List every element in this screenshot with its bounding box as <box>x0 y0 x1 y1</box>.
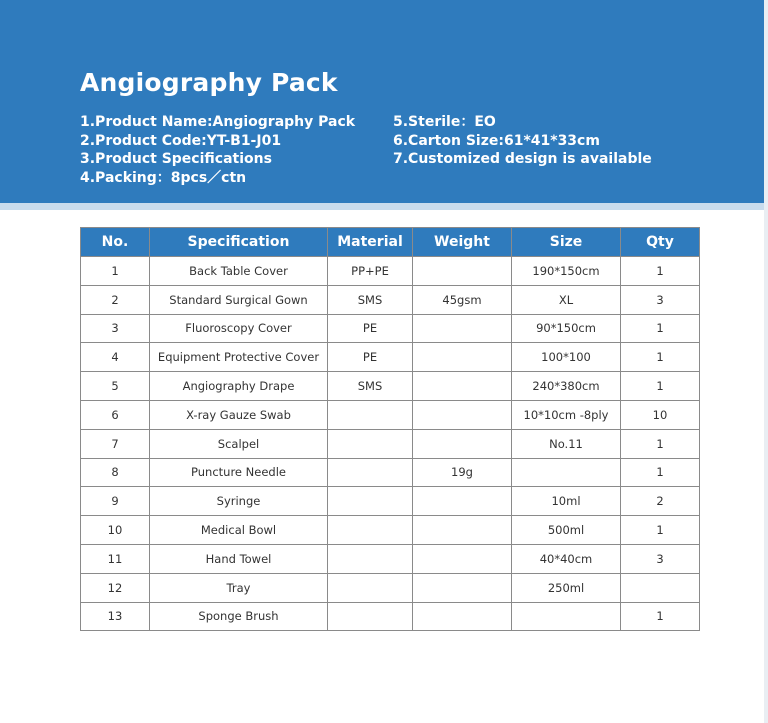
product-info-right <box>393 113 652 169</box>
table-row <box>81 314 700 343</box>
cell-size: 100*100 <box>512 343 621 372</box>
cell-weight <box>413 544 512 573</box>
cell-material <box>328 573 413 602</box>
cell-qty: 1 <box>621 257 700 286</box>
header-banner <box>0 0 768 203</box>
cell-size: 240*380cm <box>512 372 621 401</box>
cell-weight <box>413 257 512 286</box>
cell-no: 6 <box>81 400 150 429</box>
header-divider <box>0 203 768 210</box>
table-row <box>81 257 700 286</box>
cell-no: 5 <box>81 372 150 401</box>
cell-no: 11 <box>81 544 150 573</box>
table-row <box>81 573 700 602</box>
table-row <box>81 372 700 401</box>
column-header-weight: Weight <box>413 228 512 257</box>
table-row <box>81 429 700 458</box>
cell-weight <box>413 429 512 458</box>
cell-no: 3 <box>81 314 150 343</box>
cell-specification: X-ray Gauze Swab <box>150 400 328 429</box>
info-line: 6.Carton Size:61*41*33cm <box>393 132 600 149</box>
cell-specification: Angiography Drape <box>150 372 328 401</box>
info-line: 5.Sterile：EO <box>393 114 496 130</box>
column-header-size: Size <box>512 228 621 257</box>
specification-table <box>80 227 700 631</box>
page-title: Angiography Pack <box>80 68 338 97</box>
cell-no: 1 <box>81 257 150 286</box>
cell-size: 90*150cm <box>512 314 621 343</box>
cell-no: 10 <box>81 516 150 545</box>
cell-qty: 1 <box>621 516 700 545</box>
cell-qty: 1 <box>621 314 700 343</box>
cell-specification: Equipment Protective Cover <box>150 343 328 372</box>
cell-weight <box>413 372 512 401</box>
cell-size <box>512 602 621 631</box>
column-header-material: Material <box>328 228 413 257</box>
cell-specification: Fluoroscopy Cover <box>150 314 328 343</box>
cell-material: SMS <box>328 372 413 401</box>
info-line: 3.Product Specifications <box>80 151 272 167</box>
info-line: 4.Packing：8pcs／ctn <box>80 169 247 186</box>
cell-weight <box>413 314 512 343</box>
cell-no: 9 <box>81 487 150 516</box>
cell-qty: 1 <box>621 343 700 372</box>
cell-size: 250ml <box>512 573 621 602</box>
table-row <box>81 343 700 372</box>
cell-no: 12 <box>81 573 150 602</box>
table-row <box>81 487 700 516</box>
table-row <box>81 458 700 487</box>
cell-specification: Standard Surgical Gown <box>150 285 328 314</box>
product-info-left <box>80 113 355 187</box>
cell-size <box>512 458 621 487</box>
cell-no: 13 <box>81 602 150 631</box>
cell-size: 190*150cm <box>512 257 621 286</box>
cell-material <box>328 458 413 487</box>
cell-qty: 1 <box>621 429 700 458</box>
cell-size: No.11 <box>512 429 621 458</box>
cell-size: 500ml <box>512 516 621 545</box>
cell-size: 10*10cm -8ply <box>512 400 621 429</box>
cell-weight: 45gsm <box>413 285 512 314</box>
cell-material <box>328 487 413 516</box>
cell-material: PE <box>328 343 413 372</box>
cell-weight <box>413 573 512 602</box>
table-row <box>81 400 700 429</box>
cell-material <box>328 544 413 573</box>
table-row <box>81 516 700 545</box>
cell-qty: 2 <box>621 487 700 516</box>
cell-material <box>328 400 413 429</box>
cell-specification: Scalpel <box>150 429 328 458</box>
page-edge <box>764 0 768 723</box>
cell-specification: Sponge Brush <box>150 602 328 631</box>
cell-material: PE <box>328 314 413 343</box>
cell-qty: 1 <box>621 372 700 401</box>
cell-weight <box>413 343 512 372</box>
info-line: 2.Product Code:YT-B1-J01 <box>80 132 282 149</box>
info-line: 1.Product Name:Angiography Pack <box>80 114 356 130</box>
cell-specification: Hand Towel <box>150 544 328 573</box>
cell-qty: 3 <box>621 285 700 314</box>
cell-qty <box>621 573 700 602</box>
info-line: 7.Customized design is available <box>393 151 652 167</box>
cell-material: PP+PE <box>328 257 413 286</box>
cell-no: 4 <box>81 343 150 372</box>
table-row <box>81 285 700 314</box>
cell-material <box>328 516 413 545</box>
cell-qty: 1 <box>621 602 700 631</box>
column-header-specification: Specification <box>150 228 328 257</box>
cell-qty: 1 <box>621 458 700 487</box>
cell-specification: Puncture Needle <box>150 458 328 487</box>
cell-size: 10ml <box>512 487 621 516</box>
cell-material <box>328 429 413 458</box>
cell-weight <box>413 516 512 545</box>
cell-size: 40*40cm <box>512 544 621 573</box>
cell-weight <box>413 487 512 516</box>
table-row <box>81 602 700 631</box>
cell-weight: 19g <box>413 458 512 487</box>
cell-qty: 10 <box>621 400 700 429</box>
cell-qty: 3 <box>621 544 700 573</box>
cell-weight <box>413 400 512 429</box>
table-row <box>81 544 700 573</box>
cell-no: 2 <box>81 285 150 314</box>
cell-specification: Medical Bowl <box>150 516 328 545</box>
cell-weight <box>413 602 512 631</box>
cell-size: XL <box>512 285 621 314</box>
cell-specification: Tray <box>150 573 328 602</box>
column-header-no: No. <box>81 228 150 257</box>
table-header-row <box>81 228 700 257</box>
column-header-qty: Qty <box>621 228 700 257</box>
cell-no: 8 <box>81 458 150 487</box>
cell-material: SMS <box>328 285 413 314</box>
cell-no: 7 <box>81 429 150 458</box>
cell-specification: Syringe <box>150 487 328 516</box>
cell-specification: Back Table Cover <box>150 257 328 286</box>
table-body <box>81 257 700 631</box>
cell-material <box>328 602 413 631</box>
